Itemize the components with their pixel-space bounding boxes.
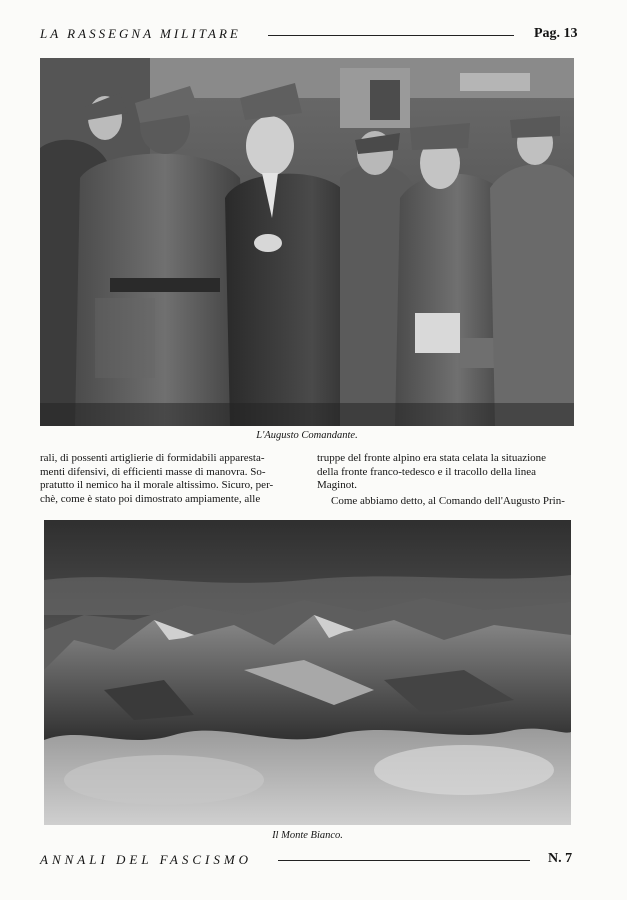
text-paragraph: Come abbiamo detto, al Comando dell'Augusto Prin- <box>331 494 565 507</box>
text-column-right <box>317 452 575 508</box>
photo-augusto-comandante <box>40 58 574 426</box>
header-rule <box>268 35 514 36</box>
footer-rule <box>278 860 530 861</box>
text-line: della fronte franco-tedesco e il tracollo della linea <box>317 465 536 478</box>
text-column-left <box>40 452 302 506</box>
text-line: pratutto il nemico ha il morale altissimo. Sicuro, per- <box>40 479 274 491</box>
running-footer-title: ANNALI DEL FASCISMO <box>40 852 253 867</box>
text-line: chè, come è stato poi dimostrato ampiamente, alle <box>40 492 261 505</box>
text-line: truppe del fronte alpino era stata celata la situazione <box>317 452 547 464</box>
page-number: Pag. 13 <box>534 26 578 41</box>
photo-monte-bianco <box>44 520 571 825</box>
text-line: Maginot. <box>317 479 358 491</box>
caption-augusto-comandante: L'Augusto Comandante. <box>256 430 358 441</box>
issue-number: N. 7 <box>548 851 573 866</box>
mountain-photo-illustration <box>44 520 571 825</box>
text-line: menti difensivi, di efficienti masse di manovra. So- <box>40 465 266 478</box>
text-line: rali, di possenti artiglierie di formidabili apparesta- <box>40 452 265 464</box>
officers-photo-illustration <box>40 58 574 426</box>
caption-monte-bianco: Il Monte Bianco. <box>272 830 343 841</box>
running-header-title: LA RASSEGNA MILITARE <box>40 26 241 41</box>
